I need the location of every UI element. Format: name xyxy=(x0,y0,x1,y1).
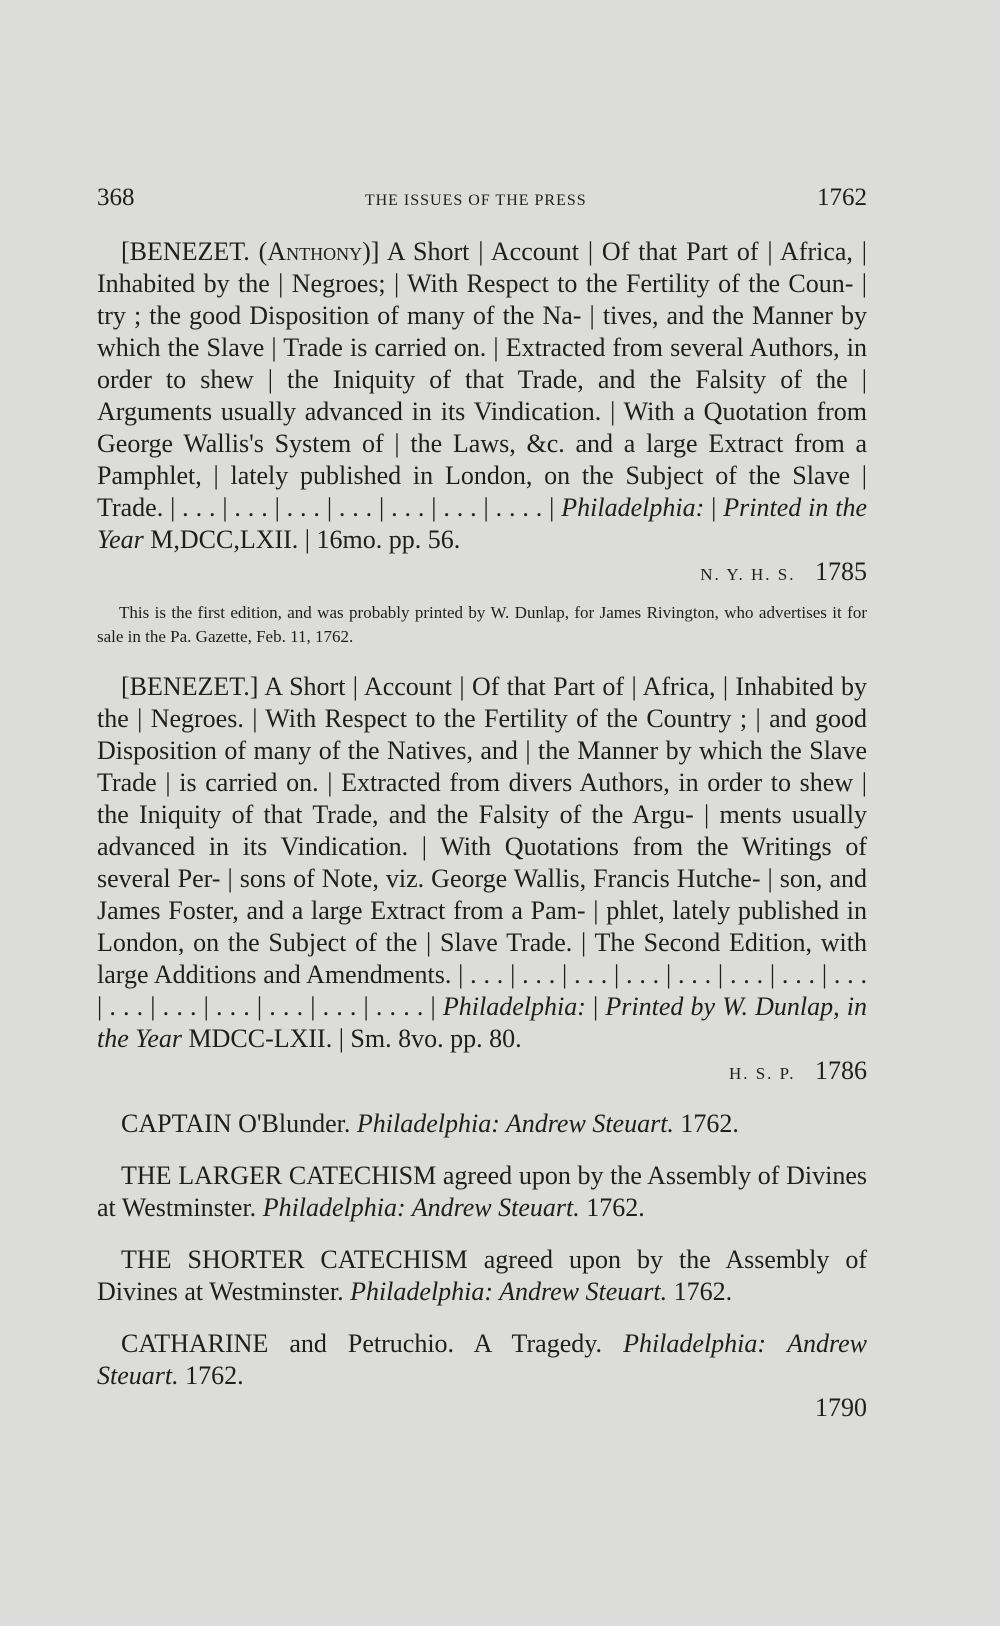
entry-1786-imprint-place: Philadelphia: xyxy=(442,992,586,1021)
page-number: 368 xyxy=(97,184,135,211)
entry-shorter-title: THE SHORTER CATECHISM agreed upon by the Assembly of Divines at Westminster. xyxy=(97,1245,867,1306)
entry-larger-title: THE LARGER CATECHISM agreed upon by the Assembly of Divines at Westminster. xyxy=(97,1161,867,1222)
entry-catharine-title: CATHARINE and Petruchio. A Tragedy. xyxy=(121,1329,603,1358)
entry-catharine-ref xyxy=(97,1392,867,1424)
entry-1785-ref xyxy=(97,556,867,591)
entry-shorter-imprint: Philadelphia: Andrew Steuart. xyxy=(350,1277,668,1306)
entry-larger-imprint: Philadelphia: Andrew Steuart. xyxy=(262,1193,580,1222)
entry-catharine-number: 1790 xyxy=(815,1393,867,1422)
entry-catharine-imprint-place: Philadelphia: xyxy=(623,1329,767,1358)
entry-captain-imprint: Philadelphia: Andrew Steuart. xyxy=(356,1109,674,1138)
entry-shorter-catechism xyxy=(97,1244,867,1308)
entry-catharine-imprint: Andrew Steuart. xyxy=(97,1329,868,1390)
entry-1786-number: 1786 xyxy=(815,1056,867,1085)
entry-1786 xyxy=(97,671,867,1090)
page-header xyxy=(97,184,867,212)
entry-1785-imprint-sep: | xyxy=(711,493,717,522)
entry-1786-text xyxy=(97,671,867,1055)
entry-1785-imprint-rest: M,DCC,LXII. | 16mo. pp. 56. xyxy=(150,525,461,554)
entry-1785-author-first: (Anthony)] xyxy=(258,237,380,266)
entry-catharine xyxy=(97,1328,867,1424)
entry-1785-body: A Short | Account | Of that Part of | Africa, | Inhabited by the | Negroes; | With Respect to the Fertility of the Coun- | try ; the good Disposition of many of the Na- | tives, and the Manner by which the Slave | Trade is carried on. | Extracted from several Authors, in order to shew | the Iniquity of that Trade, and the Falsity of the | Arguments usually advanced in its Vindication. | With a Quotation from George Wallis's System of | the Laws, &c. and a large Extract from a Pamphlet, | lately published in London, on the Subject of the Slave | Trade. | . . . | . . . | . . . | . . . | . . . | . . . | . . . . | xyxy=(97,237,867,522)
page-content xyxy=(97,236,867,1424)
header-year: 1762 xyxy=(816,184,867,211)
entry-catharine-year: 1762. xyxy=(185,1361,244,1390)
entry-1786-author: [BENEZET.] xyxy=(121,672,259,701)
entry-1785-number: 1785 xyxy=(815,557,867,586)
entry-1785 xyxy=(97,236,867,649)
entry-1786-imprint-rest: MDCC-LXII. | Sm. 8vo. pp. 80. xyxy=(188,1024,522,1053)
entry-captain-year: 1762. xyxy=(680,1109,739,1138)
entry-shorter-text xyxy=(97,1244,867,1308)
entry-captain-title: CAPTAIN O'Blunder. xyxy=(121,1109,351,1138)
entry-1785-imprint-printed: Printed in the Year xyxy=(97,493,868,554)
entry-captain-text xyxy=(97,1108,867,1140)
entry-1786-body: A Short | Account | Of that Part of | Africa, | Inhabited by the | Negroes. | With Respect to the Fertility of the Country ; | and good Disposition of many of the Natives, and | the Manner by which the Slave Trade | is carried on. | Extracted from divers Authors, in order to shew | the Iniquity of that Trade, and the Falsity of the Argu- | ments usually advanced in its Vindication. | With Quotations from the Writings of several Per- | sons of Note, viz. George Wallis, Francis Hutche- | son, and James Foster, and a large Extract from a Pam- | phlet, lately published in London, on the Subject of the | Slave Trade. | The Second Edition, with large Additions and Amendments. | . . . | . . . | . . . | . . . | . . . | . . . | . . . | . . . | . . . | . . . | . . . | . . . | . . . | . . . . | xyxy=(97,672,867,1021)
entry-1785-note: This is the first edition, and was probably printed by W. Dunlap, for James Rivington, who advertises it for sale in the Pa. Gazette, Feb. 11, 1762. xyxy=(97,603,867,646)
entry-1786-imprint-printed: Printed by W. Dunlap, in the Year xyxy=(97,992,868,1053)
entry-1785-imprint-place: Philadelphia: xyxy=(561,493,705,522)
entry-larger-year: 1762. xyxy=(586,1193,645,1222)
entry-captain-oblunder xyxy=(97,1108,867,1140)
entry-shorter-year: 1762. xyxy=(673,1277,733,1306)
entry-1786-ref xyxy=(97,1055,867,1090)
entry-catharine-text xyxy=(97,1328,867,1392)
entry-1785-text xyxy=(97,236,867,556)
entry-1785-location: N. Y. H. S. xyxy=(700,565,796,584)
entry-larger-catechism xyxy=(97,1160,867,1224)
entry-larger-text xyxy=(97,1160,867,1224)
entry-1786-imprint-sep: | xyxy=(593,992,599,1021)
running-title: THE ISSUES OF THE PRESS xyxy=(364,192,587,209)
entry-1786-location: H. S. P. xyxy=(728,1064,796,1083)
entry-1785-author: [BENEZET. xyxy=(121,237,250,266)
